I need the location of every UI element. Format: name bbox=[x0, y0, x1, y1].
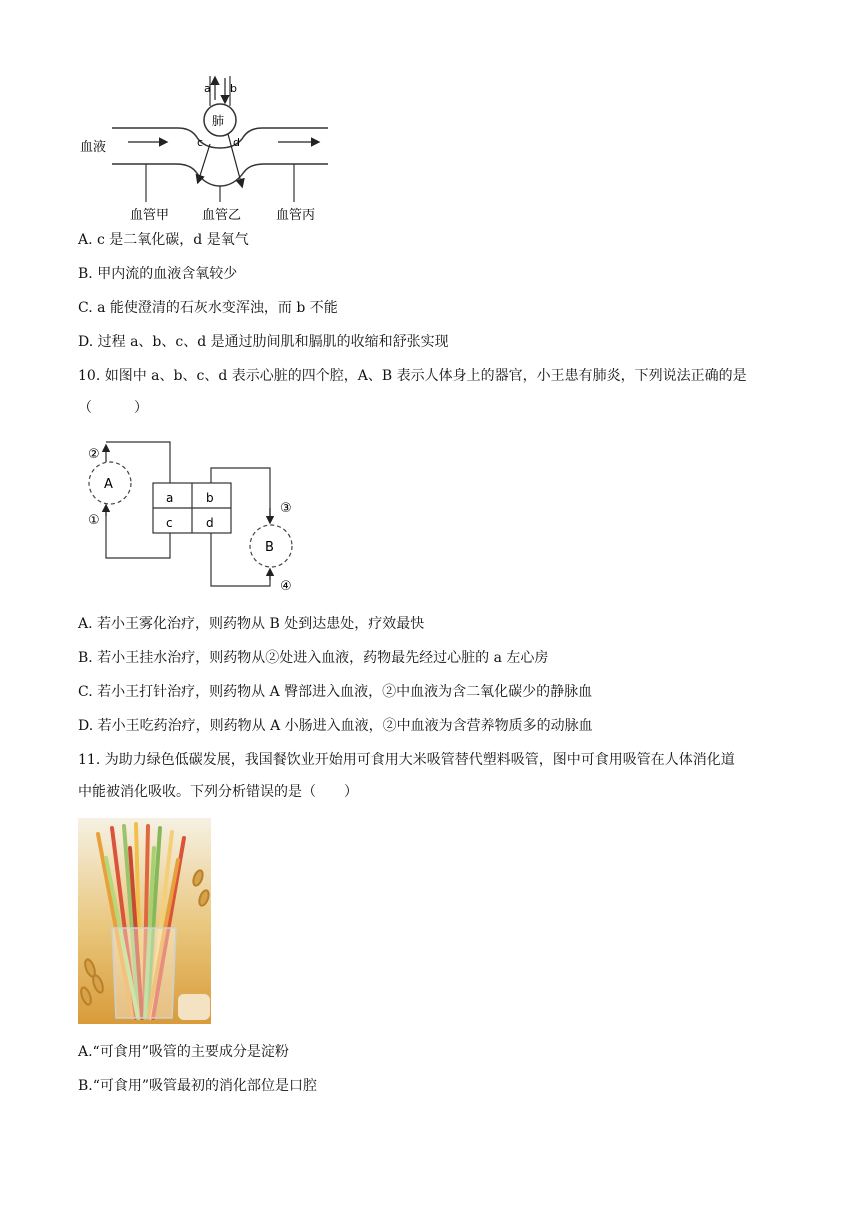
cell-c: c bbox=[166, 516, 173, 530]
organ-b-label: B bbox=[265, 540, 274, 555]
q10-option-b: B. 若小王挂水治疗，则药物从②处进入血液，药物最先经过心脏的 a 左心房 bbox=[78, 650, 549, 666]
marker-4: ④ bbox=[280, 579, 292, 594]
q11-stem-line1: 11. 为助力绿色低碳发展，我国餐饮业开始用可食用大米吸管替代塑料吸管，图中可食用吸管在人体消化道 bbox=[78, 752, 735, 768]
label-b: b bbox=[230, 82, 237, 95]
q11-option-b: B.“可食用”吸管最初的消化部位是口腔 bbox=[78, 1078, 318, 1094]
edible-straws-photo bbox=[78, 818, 211, 1024]
cell-d: d bbox=[206, 516, 214, 530]
lung-gas-exchange-figure bbox=[78, 68, 338, 228]
cell-b: b bbox=[206, 491, 214, 505]
marker-2: ② bbox=[88, 447, 100, 462]
q10-option-a: A. 若小王雾化治疗，则药物从 B 处到达患处，疗效最快 bbox=[78, 616, 425, 632]
vessel-bing-label: 血管丙 bbox=[276, 208, 316, 223]
q9-option-b: B. 甲内流的血液含氧较少 bbox=[78, 266, 238, 282]
q10-stem-line1: 10. 如图中 a、b、c、d 表示心脏的四个腔，A、B 表示人体身上的器官，小王患有肺炎，下列说法正确的是 bbox=[78, 368, 747, 384]
q9-option-d: D. 过程 a、b、c、d 是通过肋间肌和膈肌的收缩和舒张实现 bbox=[78, 334, 449, 350]
heart-circulation-figure bbox=[78, 436, 308, 596]
label-d: d bbox=[233, 136, 240, 149]
q9-option-a: A. c 是二氧化碳，d 是氧气 bbox=[78, 232, 249, 248]
label-a: a bbox=[204, 82, 211, 95]
lung-label: 肺 bbox=[212, 114, 225, 128]
vessel-yi-label: 血管乙 bbox=[202, 208, 242, 223]
label-c: c bbox=[197, 136, 204, 149]
q11-stem-line2: 中能被消化吸收。下列分析错误的是（ ） bbox=[78, 784, 358, 800]
q10-option-d: D. 若小王吃药治疗，则药物从 A 小肠进入血液，②中血液为含营养物质多的动脉血 bbox=[78, 718, 593, 734]
q10-option-c: C. 若小王打针治疗，则药物从 A 臀部进入血液，②中血液为含二氧化碳少的静脉血 bbox=[78, 684, 593, 700]
blood-label: 血液 bbox=[80, 140, 107, 155]
cell-a: a bbox=[166, 491, 174, 505]
marker-1: ① bbox=[88, 513, 100, 528]
q11-option-a: A.“可食用”吸管的主要成分是淀粉 bbox=[78, 1044, 289, 1060]
organ-a-label: A bbox=[104, 477, 113, 492]
marker-3: ③ bbox=[280, 501, 292, 516]
q9-option-c: C. a 能使澄清的石灰水变浑浊，而 b 不能 bbox=[78, 300, 338, 316]
vessel-jia-label: 血管甲 bbox=[130, 208, 170, 223]
q10-stem-line2: （ ） bbox=[78, 400, 148, 416]
